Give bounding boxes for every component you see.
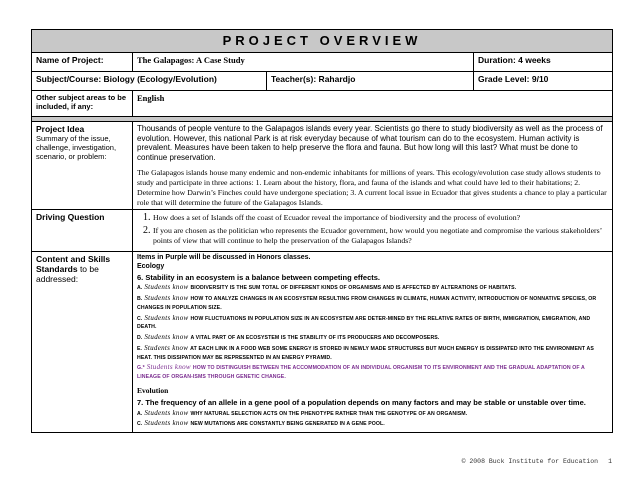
standard-6d: D. Students know A VITAL PART OF AN ECOSYSTEM IS THE STABILITY OF ITS PRODUCERS AND DECOMPOSERS. (137, 333, 440, 342)
page-number: 1 (608, 458, 612, 465)
project-idea-label: Project Idea (36, 124, 85, 134)
driving-question-content (133, 210, 613, 251)
project-idea-content (133, 122, 613, 210)
standard-7-heading: 7. The frequency of an allele in a gene pool of a population depends on many factors and may be stable or unstable over time. (137, 398, 586, 408)
driving-question-label: Driving Question (32, 210, 133, 251)
project-name-value: The Galapagos: A Case Study (133, 53, 474, 72)
content-standards-content (133, 251, 613, 433)
content-standards-header (32, 251, 133, 433)
overview-table (31, 29, 613, 433)
content-standards-label-rest: to be addressed: (36, 263, 99, 284)
grade-level-field: Grade Level: 9/10 (474, 72, 613, 91)
honors-note: Items in Purple will be discussed in Honors classes. (137, 253, 311, 261)
project-idea-header (32, 122, 133, 210)
subject-course-field: Subject/Course: Biology (Ecology/Evolution) (32, 72, 267, 91)
standard-6-heading: 6. Stability in an ecosystem is a balance between competing effects. (137, 273, 380, 283)
evolution-heading: Evolution (137, 385, 169, 395)
copyright-text: © 2008 Buck Institute for Education (461, 458, 599, 465)
project-idea-paragraph-1: Thousands of people venture to the Galapagos islands every year. Scientists go there to study biodiversity as well as the process of evolution. However, this national Park is at risk everyday because of what tourism can do to the ecosystem. Human activity is prevalent. Measures have been taken to help preserve the flora and fauna. But how long will this last? What must be done to continue preservation. (137, 124, 603, 162)
standard-6g-honors: G.* Students know HOW TO DISTINGUISH BETWEEN THE ACCOMMODATION OF AN INDIVIDUAL ORGANISM TO ITS ENVIRONMENT AND THE GRADUAL ADAPTATION OF A LINEAGE OF ORGAN-ISMS THROUGH GENETIC CHANGE. (137, 363, 585, 381)
standard-7c: C. Students know NEW MUTATIONS ARE CONSTANTLY BEING GENERATED IN A GENE POOL. (137, 419, 385, 428)
project-idea-sublabel: Summary of the issue, challenge, investigation, scenario, or problem: (36, 134, 117, 161)
other-subjects-value: English (133, 91, 613, 117)
project-overview-form (31, 29, 612, 433)
driving-question-list (137, 212, 608, 245)
project-idea-paragraph-2: The Galapagos islands house many endemic and non-endemic inhabitants for millions of years. This ecology/evolution case study allows students to study and participate in three actions: 1. Learn about the history, flora, and fauna of the islands and what could have led to their habitations; 2. Determine how Darwin’s Finches could have undergone speciation; 3. A current local issue in Ecuador that gives students a chance to play a particular role that will determine the future of the Galapagos Islands. (137, 168, 607, 207)
driving-question-2: 2. If you are chosen as the politician who represents the Ecuador government, how would you negotiate and compromise the various stakeholders’ points of view that will continue to help the preservation of the Galapagos Islands? (153, 225, 608, 245)
content-standards-label: Content and Skills Standards (36, 253, 111, 274)
standard-6e: E. Students know AT EACH LINK IN A FOOD WEB SOME ENERGY IS STORED IN NEWLY MADE STRUCTURES BUT MUCH ENERGY IS DISSIPATED INTO THE ENVIRONMENT AS HEAT. THIS DISSIPATION MAY BE REPRESENTED IN AN ENERGY PYRAMID. (137, 343, 594, 361)
duration-field: Duration: 4 weeks (474, 53, 613, 72)
page-footer (462, 458, 612, 465)
standard-6c: C. Students know HOW FLUCTUATIONS IN POPULATION SIZE IN AN ECOSYSTEM ARE DETER-MINED BY THE RELATIVE RATES OF BIRTH, IMMIGRATION, EMIGRATION, AND DEATH. (137, 313, 591, 331)
standard-6b: B. Students know HOW TO ANALYZE CHANGES IN AN ECOSYSTEM RESULTING FROM CHANGES IN CLIMATE, HUMAN ACTIVITY, INTRODUCTION OF NONNATIVE SPECIES, OR CHANGES IN POPULATION SIZE. (137, 294, 597, 311)
page-title: PROJECT OVERVIEW (32, 30, 613, 53)
other-subjects-label: Other subject areas to be included, if any: (32, 91, 133, 117)
standard-6a: A. Students know BIODIVERSITY IS THE SUM TOTAL OF DIFFERENT KINDS OF ORGANISMS AND IS AFFECTED BY ALTERATIONS OF HABITATS. (137, 283, 517, 292)
project-name-label: Name of Project: (32, 53, 133, 72)
teacher-field: Teacher(s): Rahardjo (267, 72, 474, 91)
driving-question-1: 1. How does a set of Islands off the coast of Ecuador reveal the importance of biodiversity and the process of evolution? (153, 212, 608, 223)
ecology-heading: Ecology (137, 263, 165, 271)
standard-7a: A. Students know WHY NATURAL SELECTION ACTS ON THE PHENOTYPE RATHER THAN THE GENOTYPE OF AN ORGANISM. (137, 408, 468, 417)
